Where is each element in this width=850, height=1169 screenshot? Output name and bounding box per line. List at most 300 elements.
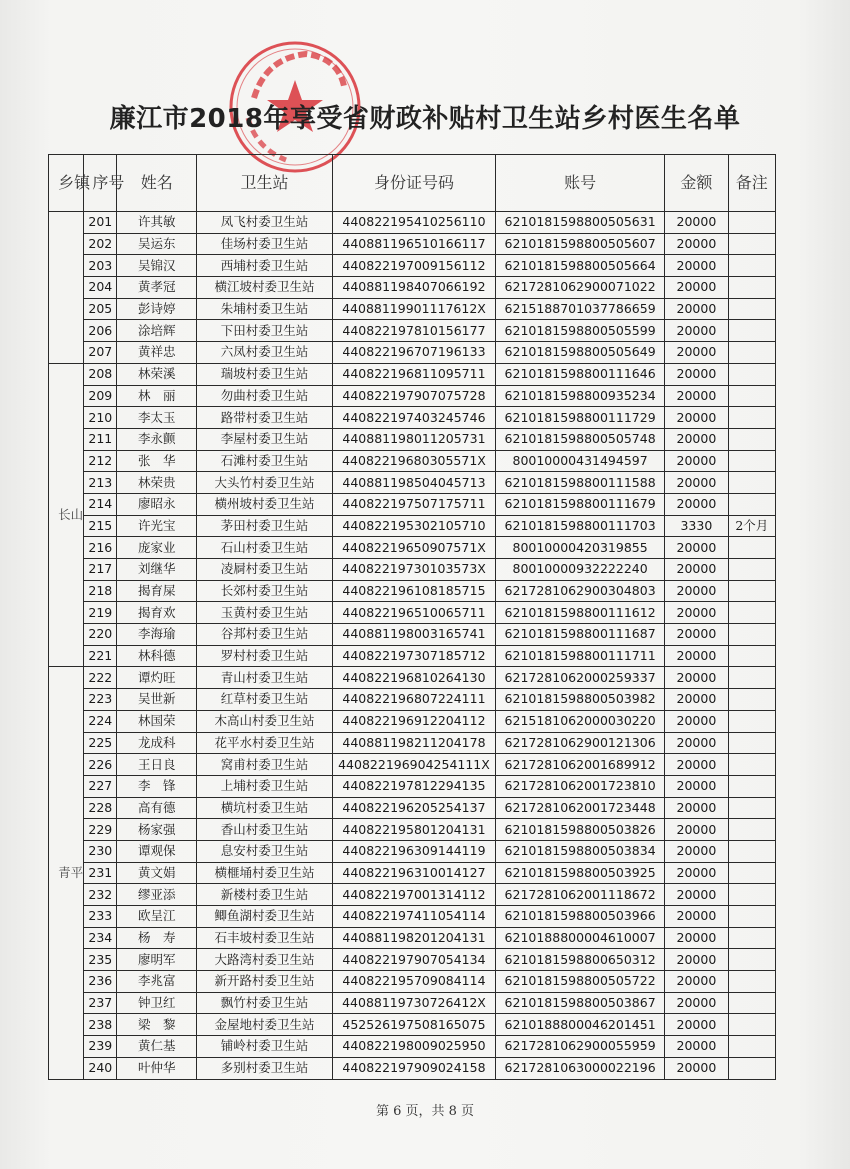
id-number-cell: 44088119901117612X xyxy=(332,298,495,320)
seq-cell: 233 xyxy=(84,906,117,928)
account-cell: 6210181598800505722 xyxy=(496,971,665,993)
name-cell: 李太玉 xyxy=(117,407,197,429)
seq-cell: 238 xyxy=(84,1014,117,1036)
table-row xyxy=(49,342,776,364)
amount-cell: 20000 xyxy=(665,949,728,971)
seq-cell: 221 xyxy=(84,645,117,667)
amount-cell: 20000 xyxy=(665,428,728,450)
amount-cell: 20000 xyxy=(665,927,728,949)
seq-cell: 220 xyxy=(84,624,117,646)
note-cell xyxy=(728,645,775,667)
seq-cell: 216 xyxy=(84,537,117,559)
seq-cell: 210 xyxy=(84,407,117,429)
station-cell: 罗村村委卫生站 xyxy=(197,645,333,667)
seq-cell: 224 xyxy=(84,710,117,732)
seq-cell: 211 xyxy=(84,428,117,450)
name-cell: 林科德 xyxy=(117,645,197,667)
table-row xyxy=(49,797,776,819)
account-cell: 6210181598800111711 xyxy=(496,645,665,667)
station-cell: 大头竹村委卫生站 xyxy=(197,472,333,494)
name-cell: 涂培辉 xyxy=(117,320,197,342)
name-cell: 李兆富 xyxy=(117,971,197,993)
amount-cell: 20000 xyxy=(665,363,728,385)
seq-cell: 226 xyxy=(84,754,117,776)
note-cell xyxy=(728,992,775,1014)
account-cell: 6210181598800505649 xyxy=(496,342,665,364)
name-cell: 钟卫红 xyxy=(117,992,197,1014)
station-cell: 谷邦村委卫生站 xyxy=(197,624,333,646)
account-cell: 6217281063000022196 xyxy=(496,1057,665,1079)
amount-cell: 20000 xyxy=(665,385,728,407)
name-cell: 揭育欢 xyxy=(117,602,197,624)
id-number-cell: 440822197403245746 xyxy=(332,407,495,429)
station-cell: 佳场村委卫生站 xyxy=(197,233,333,255)
header-note: 备注 xyxy=(728,155,775,212)
station-cell: 多别村委卫生站 xyxy=(197,1057,333,1079)
note-cell xyxy=(728,212,775,234)
amount-cell: 20000 xyxy=(665,645,728,667)
seq-cell: 208 xyxy=(84,363,117,385)
station-cell: 下田村委卫生站 xyxy=(197,320,333,342)
station-cell: 路带村委卫生站 xyxy=(197,407,333,429)
table-row xyxy=(49,233,776,255)
seq-cell: 228 xyxy=(84,797,117,819)
header-account: 账号 xyxy=(496,155,665,212)
station-cell: 红草村委卫生站 xyxy=(197,689,333,711)
station-cell: 石滩村委卫生站 xyxy=(197,450,333,472)
town-cell xyxy=(49,212,84,364)
table-row xyxy=(49,212,776,234)
name-cell: 龙成科 xyxy=(117,732,197,754)
note-cell xyxy=(728,363,775,385)
station-cell: 飘竹村委卫生站 xyxy=(197,992,333,1014)
name-cell: 叶仲华 xyxy=(117,1057,197,1079)
account-cell: 6210181598800111703 xyxy=(496,515,665,537)
station-cell: 凌屙村委卫生站 xyxy=(197,559,333,581)
id-number-cell: 440822196310014127 xyxy=(332,862,495,884)
id-number-cell: 44082219680305571X xyxy=(332,450,495,472)
amount-cell: 20000 xyxy=(665,710,728,732)
name-cell: 李 锋 xyxy=(117,775,197,797)
name-cell: 李海瑜 xyxy=(117,624,197,646)
note-cell xyxy=(728,407,775,429)
name-cell: 欧呈江 xyxy=(117,906,197,928)
table-row xyxy=(49,732,776,754)
amount-cell: 20000 xyxy=(665,342,728,364)
seq-cell: 218 xyxy=(84,580,117,602)
note-cell xyxy=(728,385,775,407)
id-number-cell: 452526197508165075 xyxy=(332,1014,495,1036)
table-row xyxy=(49,906,776,928)
account-cell: 80010000431494597 xyxy=(496,450,665,472)
account-cell: 6217281062001723810 xyxy=(496,775,665,797)
name-cell: 揭育屎 xyxy=(117,580,197,602)
account-cell: 6217281062001723448 xyxy=(496,797,665,819)
name-cell: 谭灼旺 xyxy=(117,667,197,689)
account-cell: 6210181598800503834 xyxy=(496,840,665,862)
account-cell: 6210181598800111646 xyxy=(496,363,665,385)
seq-cell: 213 xyxy=(84,472,117,494)
note-cell xyxy=(728,971,775,993)
station-cell: 上埔村委卫生站 xyxy=(197,775,333,797)
amount-cell: 20000 xyxy=(665,233,728,255)
amount-cell: 20000 xyxy=(665,472,728,494)
account-cell: 6215188701037786659 xyxy=(496,298,665,320)
table-row xyxy=(49,710,776,732)
amount-cell: 20000 xyxy=(665,689,728,711)
amount-cell: 20000 xyxy=(665,407,728,429)
name-cell: 黄文娟 xyxy=(117,862,197,884)
seq-cell: 236 xyxy=(84,971,117,993)
amount-cell: 20000 xyxy=(665,971,728,993)
page-title: 廉江市2018年享受省财政补贴村卫生站乡村医生名单 xyxy=(109,104,741,134)
note-cell xyxy=(728,775,775,797)
station-cell: 茅田村委卫生站 xyxy=(197,515,333,537)
table-row xyxy=(49,407,776,429)
table-row xyxy=(49,1057,776,1079)
amount-cell: 20000 xyxy=(665,580,728,602)
town-cell: 长山 xyxy=(49,363,84,667)
note-cell xyxy=(728,472,775,494)
header-station: 卫生站 xyxy=(197,155,333,212)
id-number-cell: 440822196912204112 xyxy=(332,710,495,732)
table-row xyxy=(49,862,776,884)
header-amount: 金额 xyxy=(665,155,728,212)
id-number-cell: 440822195302105710 xyxy=(332,515,495,537)
seq-cell: 203 xyxy=(84,255,117,277)
seq-cell: 204 xyxy=(84,277,117,299)
account-cell: 6217281062900304803 xyxy=(496,580,665,602)
table-row xyxy=(49,493,776,515)
id-number-cell: 44088119730726412X xyxy=(332,992,495,1014)
station-cell: 香山村委卫生站 xyxy=(197,819,333,841)
note-cell xyxy=(728,1014,775,1036)
table-row xyxy=(49,819,776,841)
table-header-row xyxy=(49,155,776,212)
id-number-cell: 440822197001314112 xyxy=(332,884,495,906)
id-number-cell: 440822196510065711 xyxy=(332,602,495,624)
id-number-cell: 440822195709084114 xyxy=(332,971,495,993)
id-number-cell: 440881198201204131 xyxy=(332,927,495,949)
account-cell: 6210181598800503826 xyxy=(496,819,665,841)
name-cell: 黄祥忠 xyxy=(117,342,197,364)
name-cell: 吴锦汉 xyxy=(117,255,197,277)
amount-cell: 20000 xyxy=(665,450,728,472)
account-cell: 6210181598800935234 xyxy=(496,385,665,407)
account-cell: 6210181598800650312 xyxy=(496,949,665,971)
note-cell xyxy=(728,906,775,928)
table-row xyxy=(49,385,776,407)
table-row xyxy=(49,537,776,559)
amount-cell: 20000 xyxy=(665,602,728,624)
account-cell: 6217281062900071022 xyxy=(496,277,665,299)
note-cell xyxy=(728,624,775,646)
note-cell xyxy=(728,298,775,320)
seq-cell: 214 xyxy=(84,493,117,515)
page-number: 第 6 页，共 8 页 xyxy=(375,1104,475,1119)
note-cell xyxy=(728,819,775,841)
seq-cell: 212 xyxy=(84,450,117,472)
seq-cell: 227 xyxy=(84,775,117,797)
id-number-cell: 440822195801204131 xyxy=(332,819,495,841)
seq-cell: 223 xyxy=(84,689,117,711)
name-cell: 林荣溪 xyxy=(117,363,197,385)
name-cell: 缪亚添 xyxy=(117,884,197,906)
seq-cell: 202 xyxy=(84,233,117,255)
table-row xyxy=(49,667,776,689)
name-cell: 黄孝冠 xyxy=(117,277,197,299)
name-cell: 杨 寿 xyxy=(117,927,197,949)
id-number-cell: 440822197507175711 xyxy=(332,493,495,515)
id-number-cell: 440822196807224111 xyxy=(332,689,495,711)
id-number-cell: 440822196309144119 xyxy=(332,840,495,862)
table-body xyxy=(49,212,776,1080)
table-row xyxy=(49,515,776,537)
id-number-cell: 440881198504045713 xyxy=(332,472,495,494)
seq-cell: 225 xyxy=(84,732,117,754)
station-cell: 石山村委卫生站 xyxy=(197,537,333,559)
id-number-cell: 440822196904254111X xyxy=(332,754,495,776)
station-cell: 大路湾村委卫生站 xyxy=(197,949,333,971)
note-cell xyxy=(728,428,775,450)
amount-cell: 20000 xyxy=(665,320,728,342)
seq-cell: 209 xyxy=(84,385,117,407)
seq-cell: 222 xyxy=(84,667,117,689)
station-cell: 青山村委卫生站 xyxy=(197,667,333,689)
note-cell xyxy=(728,754,775,776)
id-number-cell: 440822196707196133 xyxy=(332,342,495,364)
station-cell: 石丰坡村委卫生站 xyxy=(197,927,333,949)
table-row xyxy=(49,602,776,624)
station-cell: 凤飞村委卫生站 xyxy=(197,212,333,234)
name-cell: 黄仁基 xyxy=(117,1036,197,1058)
name-cell: 庞家业 xyxy=(117,537,197,559)
station-cell: 铺岭村委卫生站 xyxy=(197,1036,333,1058)
seq-cell: 235 xyxy=(84,949,117,971)
id-number-cell: 44082219650907571X xyxy=(332,537,495,559)
id-number-cell: 440822196108185715 xyxy=(332,580,495,602)
table-row xyxy=(49,559,776,581)
amount-cell: 20000 xyxy=(665,212,728,234)
header-name: 姓名 xyxy=(117,155,197,212)
note-cell xyxy=(728,277,775,299)
seq-cell: 229 xyxy=(84,819,117,841)
table-row xyxy=(49,949,776,971)
account-cell: 6210181598800111612 xyxy=(496,602,665,624)
seq-cell: 205 xyxy=(84,298,117,320)
table-row xyxy=(49,298,776,320)
note-cell xyxy=(728,797,775,819)
station-cell: 鲫鱼湖村委卫生站 xyxy=(197,906,333,928)
table-row xyxy=(49,277,776,299)
account-cell: 6217281062001118672 xyxy=(496,884,665,906)
station-cell: 横州坡村委卫生站 xyxy=(197,493,333,515)
name-cell: 廖昭永 xyxy=(117,493,197,515)
seq-cell: 207 xyxy=(84,342,117,364)
note-cell xyxy=(728,493,775,515)
amount-cell: 20000 xyxy=(665,1057,728,1079)
amount-cell: 20000 xyxy=(665,624,728,646)
id-number-cell: 440822196811095711 xyxy=(332,363,495,385)
seq-cell: 215 xyxy=(84,515,117,537)
table-row xyxy=(49,689,776,711)
seq-cell: 232 xyxy=(84,884,117,906)
name-cell: 王日良 xyxy=(117,754,197,776)
note-cell xyxy=(728,602,775,624)
id-number-cell: 440822196205254137 xyxy=(332,797,495,819)
seq-cell: 206 xyxy=(84,320,117,342)
amount-cell: 20000 xyxy=(665,537,728,559)
id-number-cell: 440822196810264130 xyxy=(332,667,495,689)
station-cell: 木高山村委卫生站 xyxy=(197,710,333,732)
note-cell xyxy=(728,689,775,711)
name-cell: 高有德 xyxy=(117,797,197,819)
doctor-roster-table xyxy=(48,154,776,1080)
amount-cell: 20000 xyxy=(665,493,728,515)
id-number-cell: 440822197909024158 xyxy=(332,1057,495,1079)
note-cell xyxy=(728,450,775,472)
amount-cell: 20000 xyxy=(665,667,728,689)
amount-cell: 20000 xyxy=(665,819,728,841)
account-cell: 6210181598800505631 xyxy=(496,212,665,234)
seq-cell: 231 xyxy=(84,862,117,884)
table-row xyxy=(49,884,776,906)
account-cell: 6210181598800505748 xyxy=(496,428,665,450)
name-cell: 吴运东 xyxy=(117,233,197,255)
id-number-cell: 440881198407066192 xyxy=(332,277,495,299)
table-row xyxy=(49,927,776,949)
seq-cell: 201 xyxy=(84,212,117,234)
account-cell: 6210181598800505664 xyxy=(496,255,665,277)
amount-cell: 20000 xyxy=(665,840,728,862)
id-number-cell: 44082219730103573X xyxy=(332,559,495,581)
id-number-cell: 440822197009156112 xyxy=(332,255,495,277)
account-cell: 6210181598800503966 xyxy=(496,906,665,928)
name-cell: 许其敏 xyxy=(117,212,197,234)
header-seq: 序号 xyxy=(84,155,117,212)
account-cell: 6210181598800505607 xyxy=(496,233,665,255)
header-town: 乡镇 xyxy=(49,155,84,212)
station-cell: 西埔村委卫生站 xyxy=(197,255,333,277)
amount-cell: 20000 xyxy=(665,754,728,776)
name-cell: 廖明军 xyxy=(117,949,197,971)
name-cell: 张 华 xyxy=(117,450,197,472)
station-cell: 金屋地村委卫生站 xyxy=(197,1014,333,1036)
note-cell xyxy=(728,949,775,971)
account-cell: 80010000420319855 xyxy=(496,537,665,559)
name-cell: 梁 黎 xyxy=(117,1014,197,1036)
table-row xyxy=(49,472,776,494)
station-cell: 朱埔村委卫生站 xyxy=(197,298,333,320)
account-cell: 6217281062000259337 xyxy=(496,667,665,689)
account-cell: 6210181598800503982 xyxy=(496,689,665,711)
id-number-cell: 440822197907075728 xyxy=(332,385,495,407)
note-cell xyxy=(728,710,775,732)
town-cell: 青平 xyxy=(49,667,84,1079)
note-cell xyxy=(728,342,775,364)
station-cell: 李屋村委卫生站 xyxy=(197,428,333,450)
note-cell xyxy=(728,233,775,255)
name-cell: 彭诗婷 xyxy=(117,298,197,320)
account-cell: 6217281062001689912 xyxy=(496,754,665,776)
id-number-cell: 440822197411054114 xyxy=(332,906,495,928)
id-number-cell: 440822197812294135 xyxy=(332,775,495,797)
station-cell: 六凤村委卫生站 xyxy=(197,342,333,364)
account-cell: 6210181598800503867 xyxy=(496,992,665,1014)
account-cell: 6217281062900055959 xyxy=(496,1036,665,1058)
id-number-cell: 440822197307185712 xyxy=(332,645,495,667)
note-cell xyxy=(728,320,775,342)
note-cell: 2个月 xyxy=(728,515,775,537)
note-cell xyxy=(728,580,775,602)
table-row xyxy=(49,428,776,450)
amount-cell: 20000 xyxy=(665,862,728,884)
name-cell: 林国荣 xyxy=(117,710,197,732)
note-cell xyxy=(728,840,775,862)
name-cell: 杨家强 xyxy=(117,819,197,841)
amount-cell: 3330 xyxy=(665,515,728,537)
id-number-cell: 440881198003165741 xyxy=(332,624,495,646)
table-row xyxy=(49,363,776,385)
amount-cell: 20000 xyxy=(665,255,728,277)
table-row xyxy=(49,1036,776,1058)
seq-cell: 230 xyxy=(84,840,117,862)
id-number-cell: 440822197810156177 xyxy=(332,320,495,342)
station-cell: 新楼村委卫生站 xyxy=(197,884,333,906)
table-row xyxy=(49,645,776,667)
header-id-number: 身份证号码 xyxy=(332,155,495,212)
station-cell: 息安村委卫生站 xyxy=(197,840,333,862)
table-row xyxy=(49,320,776,342)
seq-cell: 237 xyxy=(84,992,117,1014)
station-cell: 新开路村委卫生站 xyxy=(197,971,333,993)
amount-cell: 20000 xyxy=(665,298,728,320)
table-row xyxy=(49,754,776,776)
account-cell: 6210188800046201451 xyxy=(496,1014,665,1036)
id-number-cell: 440881198011205731 xyxy=(332,428,495,450)
seq-cell: 217 xyxy=(84,559,117,581)
station-cell: 瑞坡村委卫生站 xyxy=(197,363,333,385)
table-row xyxy=(49,840,776,862)
name-cell: 吴世新 xyxy=(117,689,197,711)
name-cell: 刘继华 xyxy=(117,559,197,581)
station-cell: 横江坡村委卫生站 xyxy=(197,277,333,299)
account-cell: 6210188800004610007 xyxy=(496,927,665,949)
name-cell: 林荣贵 xyxy=(117,472,197,494)
id-number-cell: 440822198009025950 xyxy=(332,1036,495,1058)
name-cell: 许光宝 xyxy=(117,515,197,537)
id-number-cell: 440881198211204178 xyxy=(332,732,495,754)
account-cell: 6210181598800111729 xyxy=(496,407,665,429)
name-cell: 林 丽 xyxy=(117,385,197,407)
amount-cell: 20000 xyxy=(665,1014,728,1036)
amount-cell: 20000 xyxy=(665,906,728,928)
id-number-cell: 440822197907054134 xyxy=(332,949,495,971)
note-cell xyxy=(728,884,775,906)
table-row xyxy=(49,255,776,277)
note-cell xyxy=(728,1057,775,1079)
account-cell: 6210181598800111687 xyxy=(496,624,665,646)
note-cell xyxy=(728,667,775,689)
station-cell: 横榧埇村委卫生站 xyxy=(197,862,333,884)
amount-cell: 20000 xyxy=(665,559,728,581)
account-cell: 6210181598800111588 xyxy=(496,472,665,494)
note-cell xyxy=(728,732,775,754)
station-cell: 长郊村委卫生站 xyxy=(197,580,333,602)
note-cell xyxy=(728,862,775,884)
amount-cell: 20000 xyxy=(665,277,728,299)
station-cell: 勿曲村委卫生站 xyxy=(197,385,333,407)
